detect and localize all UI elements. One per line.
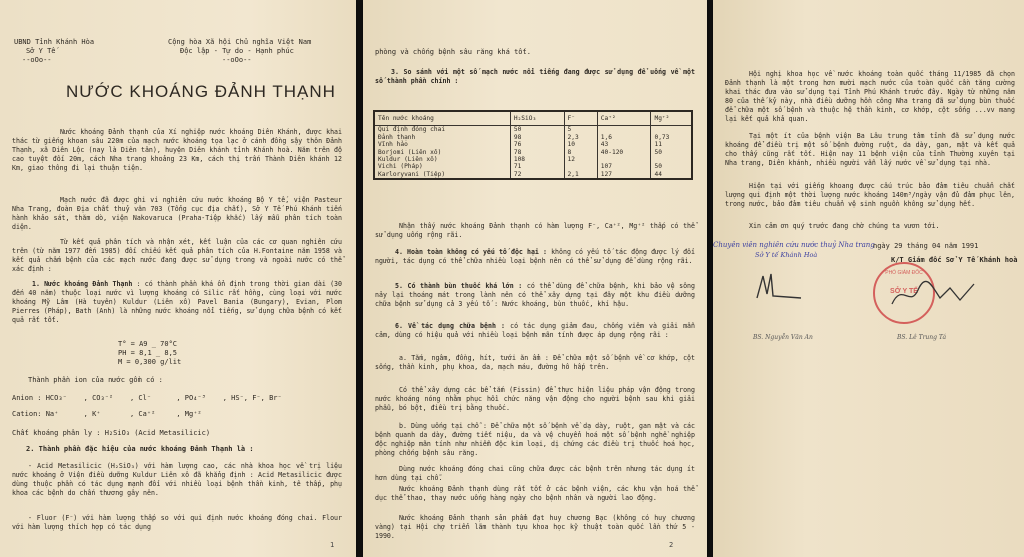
section-5-paragraph [375,282,695,309]
formula-mineral: M = 0,300 g/lit [118,358,182,366]
table-cell: 72 [510,171,564,179]
section-2-acid-paragraph: - Acid Metasilicic (H₂SiO₃) với hàm lượng cao, các nhà khoa học về trị liệu nước khoáng ở Viện điều dưỡng Kuldur Liên xô đã khẳng định : Acid Metasilicic được dùng thuộc phần có tác dụng mạnh đối với nhiều loại bệnh thần kinh, tê thấp, phụ khoa các bệnh do chấn thương gây nên. [12,462,342,497]
table-cell [651,126,692,134]
table-cell: 11 [651,141,692,148]
section-1-paragraph [12,280,342,325]
table-cell: 43 [597,141,651,148]
chemical-line: Chất khoáng phân ly : H₂SiO₃ (Acid Metasilicic) [12,429,211,437]
table-row [374,126,692,134]
table-cell [651,156,692,163]
table-row [374,163,692,170]
table-cell: Vĩnh hảo [374,141,510,148]
section-2-title: 2. Thành phần đặc hiệu của nước khoáng Đảnh Thạnh là : [26,445,254,453]
conference-paragraph: Hội nghị khoa học về nước khoáng toàn quốc tháng 11/1985 đã chọn Đảnh thạnh là một trong hơn mười mạch nước của toàn quốc cần tăng cường khai thác đưa vào sử dụng tại Tỉnh Phú Khánh trước đây. Ngày từ những năm 80 của thế kỷ này, nhà điều dưỡng hồn công Nha trang đã sử dụng bùn thuốc để chữa một số bệnh và thuộc hệ thần kinh, cơ khớp, cột sống ...vv mang lại kết quả khả quan. [725,70,1015,123]
usage-paragraph: Nước khoáng Đảnh thạnh dùng rất tốt ở các bệnh viện, các khu vận hoá thể dục thể thao, thay nước uống hàng ngày cho bệnh nhân và người lao động. [375,485,695,502]
section-4-text: không có yếu tố tác động được lý đối người, tác dụng có thể chữa nhiều loại bệnh nên có thể sử dụng để dùng rộng rãi. [375,248,695,265]
signer-right-name: BS. Lê Trung Tá [897,334,947,341]
page-number: 1 [330,541,335,549]
signer-left-name: BS. Nguyễn Văn An [753,334,813,341]
table-cell: Qui định đóng chai [374,126,510,134]
document-page-3 [713,0,1024,557]
document-page-1 [0,0,356,557]
table-cell: Vichi (Pháp) [374,163,510,170]
page-number: 2 [669,541,674,549]
intro-paragraph: Nước khoáng Đảnh thạnh của Xí nghiệp nước khoáng Diên Khánh, được khai thác từ giếng khoan sâu 220m của mạch nước khoáng tọa lạc ở cánh đồng sậy thôn Đảnh Thạnh, xã Diên Lộc (nay là Diên tân), huyện Diên khánh tỉnh Khánh hoà. Năm trên độ cao tuyệt đối 20m, cách Nha trang khoảng 23 Km, cách thị trấn Thành Diên khánh 12 Km, giao thông đi lại thuận tiện. [12,128,342,172]
hospital-paragraph: Tại một ít của bệnh viện Ba Lâu trung tâm tỉnh đã sử dụng nước khoáng để điều trị một số bệnh đường ruột, da dày, gan, mật và kết quả cho thấy cũng rất tốt. Hiện nay 11 bệnh viện của tỉnh Thường xuyên tại Nha trang, Diên khánh, nhiều người vẫn lấy nước về sử dụng tại nhà. [725,132,1015,167]
table-cell: 0,73 [651,134,692,141]
stamp-text: SỞ Y TẾ [890,288,918,295]
table-cell: 50 [651,163,692,170]
medal-paragraph: Nước khoáng Đảnh thạnh sản phẩm đạt huy chương Bạc (không có huy chương vàng) tại Hội chợ triển lãm thành tựu khoa học kỹ thuật toàn quốc lần thứ 5 - 1990. [375,514,695,540]
table-body [374,126,692,179]
handwritten-note: Chuyên viên nghiên cứu nước thuỷ Nha trang [713,241,875,249]
table-row [374,171,692,179]
fissin-paragraph: Có thể xây dựng các bể tắm (Fissin) để thực hiện liệu pháp vận động trong nước khoáng nóng nhằm phục hồi chức năng vận động cho người bệnh sau khi giải phẫu, bó bột, điều trị bằng thuốc. [375,386,695,412]
table-row [374,141,692,148]
header-left-line-1: UBND Tỉnh Khánh Hòa [14,38,95,46]
table-cell: 1,6 [597,134,651,141]
table-row [374,149,692,156]
table-header-cell: H₂SiO₃ [510,111,564,126]
formula-ph: PH = 8,1 _ 8,5 [118,349,178,357]
document-page-2 [363,0,707,557]
table-header-cell: Tên nước khoáng [374,111,510,126]
table-header-cell: F⁻ [564,111,597,126]
table-cell: Đảnh thạnh [374,134,510,141]
signer-left-title: Sở Y tế Khánh Hoà [755,251,818,259]
table-cell: 44 [651,171,692,179]
section-5-title: 5. Có thành bùn thuốc khá lớn : [395,282,523,290]
table-cell: 2,3 [564,134,597,141]
page-2-top-line: phòng và chống bệnh sâu răng khá tốt. [375,48,531,56]
conclusion-paragraph: Từ kết quả phân tích và nhận xét, kết luận của các cơ quan nghiên cứu trên (từ năm 1977 đến 1985) đối chiếu kết quả phân tích của H.Fontaine năm 1958 và kết quả chấm bệnh của các mạch nước đang được sử dụng trong và ngoài nước có thể xác định : [12,238,342,273]
section-5-text: có thể dùng để chữa bệnh, khi bảo vệ sông nảy lại thoáng mát trong lành nên có thể xây dựng tại đây một khu điều dưỡng chữa bệnh sử dụng cả 3 yếu tố : Nước khoáng, bùn thuốc, khí hậu. [375,282,695,308]
table-cell: 71 [510,163,564,170]
header-right-line-2: Độc lập - Tự do - Hạnh phúc [180,47,294,55]
table-cell: 98 [510,134,564,141]
section-3-title: 3. So sánh với một số mạch nước nổi tiếng đang được sử dụng để uống về một số thành phần chính : [375,68,695,85]
table-cell: 5 [564,126,597,134]
table-cell: 40-120 [597,149,651,156]
table-cell: 12 [564,156,597,163]
comparison-table [373,110,693,180]
section-4-title: 4. Hoàn toàn không có yếu tố độc hại : [395,248,547,256]
section-6a-paragraph: a. Tắm, ngâm, đồng, hít, tưới ăn ẩm : Để chữa một số bệnh về cơ khớp, cột sống, thần kinh, phụ khoa, da, mạch máu, đường hô hấp trên. [375,354,695,371]
table-cell: 2,1 [564,171,597,179]
document-title: NƯỚC KHOÁNG ĐẢNH THẠNH [66,82,336,101]
table-cell [597,156,651,163]
date-line: ngày 29 tháng 04 năm 1991 [873,242,979,250]
bottled-paragraph: Dùng nước khoáng đóng chai cũng chữa được các bệnh trên nhưng tác dụng ít hơn dùng tại chỗ. [375,465,695,482]
stamp-sub-text: PHÓ GIÁM ĐỐC [885,270,923,276]
section-6-text: có tác dụng giảm đau, chống viêm và giải mẫn cảm, dùng có hiệu quả với nhiều loại bệnh mãn tính được áp dụng rộng rãi : [375,322,695,339]
section-1-title: 1. Nước khoáng Đảnh Thạnh [32,280,133,288]
table-cell: 107 [597,163,651,170]
header-right-line-1: Cộng hòa Xã hội Chủ nghĩa Việt Nam [168,38,312,46]
table-header-row [374,111,692,126]
anion-line: Anion : HCO₃⁻ , CO₃⁻² , Cl⁻ , PO₄⁻³ , HS⁻, F⁻, Br⁻ [12,394,282,402]
table-cell: 8 [564,149,597,156]
section-1-text: : có thành phần khá ổn định trong thời gian dài (30 đến 40 năm) thuộc loại nước vì lượng khoáng có Silic rất hồng, cùng loại với nước khoáng Mỹ Lâm (Hà tuyên) Kuldur (Liên xô) Pavel Bania (Bungary), Evian, Plom Pierres (Pháp), Bath (Anh) là những nước khoáng nổi tiếng, sử dụng chữa bệnh có kết quả rất tốt. [12,280,342,324]
table-cell: Karloryvani (Tiệp) [374,171,510,179]
well-paragraph: Hiện tại với giếng khoang được cấu trúc bảo đảm tiêu chuẩn chất lượng qui định một thời lượng nước khoáng 140m³/ngày vận đủ đảm phục lên, trong nước, bảo đảm tiêu chuẩn vệ sinh nguồn không sử dụng hết. [725,182,1015,208]
section-6-title: 6. Về tác dụng chữa bệnh : [395,322,506,330]
table-cell: 108 [510,156,564,163]
signature-left [753,268,813,308]
section-4-paragraph [375,248,695,266]
after-table-paragraph: Nhận thấy nước khoáng Đảnh thạnh có hàm lượng F⁻, Ca⁺², Mg⁺² thấp có thể sử dụng uống rộng rãi. [375,222,695,239]
cation-line: Cation: Na⁺ , K⁺ , Ca⁺² , Mg⁺² [12,410,202,418]
header-left-line-2: Sở Y Tế [26,47,56,55]
signer-right-title: K/T Giám đốc Sở Y Tế Khánh hoà [891,256,1018,264]
section-6b-paragraph: b. Dùng uống tại chỗ : Để chữa một số bệnh về dạ dày, ruột, gan mật và các bệnh quanh da dày, đường tiết niệu, da và vệ chuyển hoá một số bệnh nghề nghiệp độc nghiệp mãn tính như nhiễm độc kim loại, dị chứng các điều trị thuốc hoá học, phòng chống bệnh sâu răng. [375,422,695,457]
header-left-line-3: --oOo-- [22,56,52,64]
table-cell: 78 [510,149,564,156]
table-cell: 10 [564,141,597,148]
table-header-cell: Mg⁺² [651,111,692,126]
closing-paragraph: Xin cảm ơn quý trước đang chờ chúng ta vươn tới. [749,222,940,230]
table-row [374,134,692,141]
table-cell: 127 [597,171,651,179]
table-header-cell: Ca⁺² [597,111,651,126]
table-cell: 50 [651,149,692,156]
table-cell: Borjomi (Liên xô) [374,149,510,156]
table-cell: 76 [510,141,564,148]
table-cell [564,163,597,170]
table-cell: 50 [510,126,564,134]
ion-heading: Thành phần ion của nước gồm có : [28,376,163,384]
table-cell [597,126,651,134]
section-2-fluor-paragraph: - Fluor (F⁻) với hàm lượng thấp so với qui định nước khoáng đóng chai. Flour với hàm lượng thích hợp có tác dụng [12,514,342,531]
table-cell: Kuldur (Liên xô) [374,156,510,163]
research-paragraph: Mạch nước đã được ghi vi nghiên cứu nước khoáng Bộ Y tế, viện Pasteur Nha Trang, đoàn Địa chất thuỷ văn 703 (Tổng cục địa chất), Sở Y Tế Phú Khánh tiến hành khảo sát, thăm dò, viện Nakovaruca (Praha-Tiệp khắc) lấy mẫu phân tích toàn diện. [12,196,342,231]
section-6-paragraph [375,322,695,340]
signature-right [888,278,978,314]
formula-temperature: T° = A9 _ 70°C [118,340,178,348]
header-right-line-3: --oOo-- [222,56,252,64]
